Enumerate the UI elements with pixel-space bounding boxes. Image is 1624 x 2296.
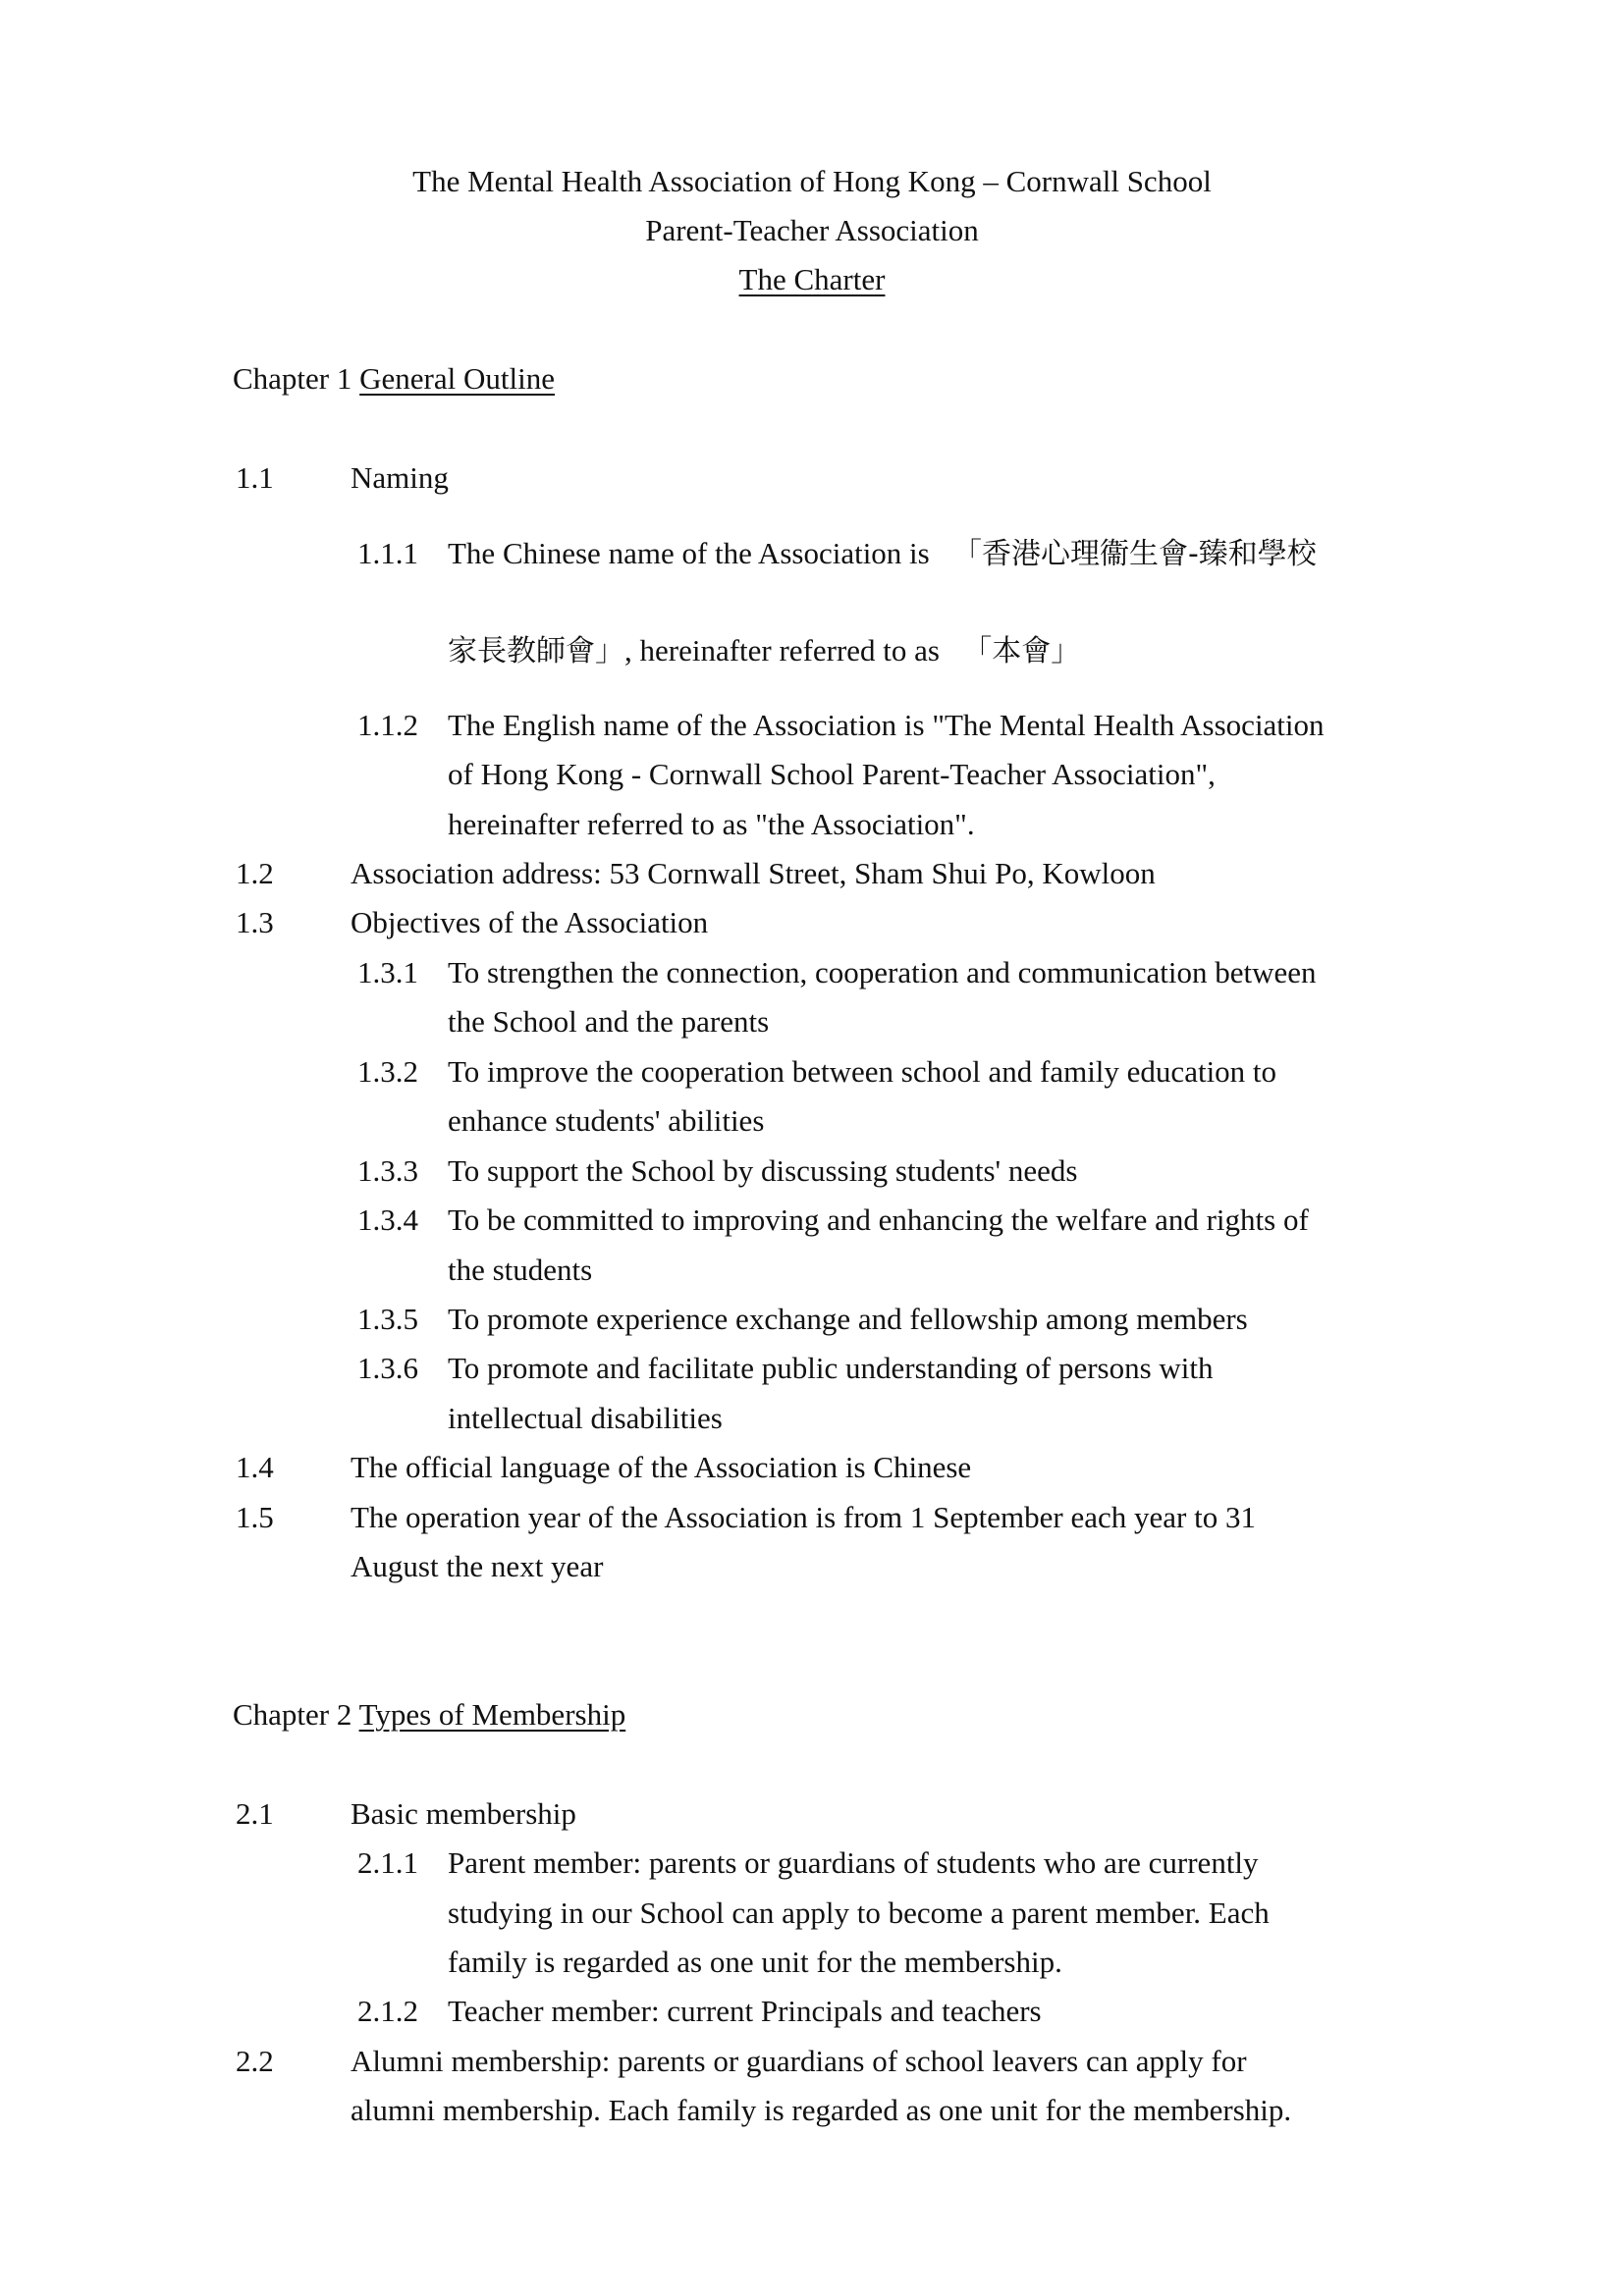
subsection-number: 1.3.5 xyxy=(357,1302,418,1336)
subsection-text-continued: enhance students' abilities xyxy=(448,1103,765,1138)
chinese-short-name: 「本會」 xyxy=(962,634,1081,668)
document-title-line-2: Parent-Teacher Association xyxy=(645,213,979,247)
subsection-text-continued: family is regarded as one unit for the membership. xyxy=(448,1945,1062,1979)
section-number: 1.4 xyxy=(236,1450,274,1484)
section-number: 2.1 xyxy=(236,1796,274,1831)
subsection-number: 2.1.1 xyxy=(357,1845,418,1880)
section-text: Objectives of the Association xyxy=(351,905,709,939)
section-number: 1.3 xyxy=(236,905,274,939)
subsection-number: 1.3.1 xyxy=(357,955,418,989)
subsection-number: 2.1.2 xyxy=(357,1994,418,2028)
section-number: 2.2 xyxy=(236,2044,274,2078)
section-text: The official language of the Association is Chinese xyxy=(351,1450,972,1484)
subsection-number: 1.3.4 xyxy=(357,1202,418,1237)
chinese-name-intro: The Chinese name of the Association is xyxy=(448,536,930,570)
subsection-number: 1.3.6 xyxy=(357,1351,418,1385)
subsection-text: To support the School by discussing students' needs xyxy=(448,1153,1078,1188)
referred-as-text: , hereinafter referred to as xyxy=(624,633,940,667)
section-text: Association address: 53 Cornwall Street, Sham Shui Po, Kowloon xyxy=(351,856,1156,890)
subsection-number: 1.3.2 xyxy=(357,1054,418,1089)
section-number: 1.2 xyxy=(236,856,274,890)
subsection-text-continued: of Hong Kong - Cornwall School Parent-Teacher Association", xyxy=(448,757,1216,791)
document-title-line-1: The Mental Health Association of Hong Kong – Cornwall School xyxy=(412,164,1212,198)
chapter-1-title: General Outline xyxy=(359,361,555,396)
section-text: Alumni membership: parents or guardians of school leavers can apply for xyxy=(351,2044,1247,2078)
subsection-text-continued: the students xyxy=(448,1253,593,1287)
subsection-text-continued: studying in our School can apply to become a parent member. Each xyxy=(448,1896,1270,1930)
chapter-1-label: Chapter 1 xyxy=(233,361,360,396)
subsection-text-continued xyxy=(448,626,1080,676)
subsection-text: To improve the cooperation between school and family education to xyxy=(448,1054,1277,1089)
subsection-number: 1.3.3 xyxy=(357,1153,418,1188)
section-text-continued: August the next year xyxy=(351,1549,604,1583)
subsection-text: To promote and facilitate public understanding of persons with xyxy=(448,1351,1214,1385)
subsection-text: The English name of the Association is "The Mental Health Association xyxy=(448,708,1325,742)
document-title-line-3 xyxy=(0,255,1624,304)
chapter-2-title: Types of Membership xyxy=(358,1697,626,1732)
section-text-continued: alumni membership. Each family is regarded as one unit for the membership. xyxy=(351,2093,1292,2127)
chinese-name-part-2: 家長教師會」 xyxy=(448,634,624,668)
section-text: Naming xyxy=(351,460,449,495)
subsection-text-continued: the School and the parents xyxy=(448,1004,770,1039)
chapter-2-label: Chapter 2 xyxy=(233,1697,359,1732)
subsection-text: Parent member: parents or guardians of students who are currently xyxy=(448,1845,1259,1880)
subsection-text: Teacher member: current Principals and teachers xyxy=(448,1994,1042,2028)
subsection-number: 1.1.1 xyxy=(357,536,418,570)
subsection-text: To be committed to improving and enhancing the welfare and rights of xyxy=(448,1202,1309,1237)
chinese-name-part-1: 「香港心理衞生會-臻和學校 xyxy=(951,537,1317,571)
charter-heading: The Charter xyxy=(738,262,886,296)
section-text: The operation year of the Association is from 1 September each year to 31 xyxy=(351,1500,1256,1534)
subsection-text-continued: intellectual disabilities xyxy=(448,1401,723,1435)
section-text: Basic membership xyxy=(351,1796,576,1831)
section-number: 1.5 xyxy=(236,1500,274,1534)
section-number: 1.1 xyxy=(236,460,274,495)
subsection-text-continued: hereinafter referred to as "the Association". xyxy=(448,807,975,841)
subsection-text xyxy=(448,529,1317,579)
subsection-text: To promote experience exchange and fellowship among members xyxy=(448,1302,1248,1336)
subsection-text: To strengthen the connection, cooperation and communication between xyxy=(448,955,1317,989)
subsection-number: 1.1.2 xyxy=(357,708,418,742)
chapter-1-heading xyxy=(233,354,555,403)
chapter-2-heading xyxy=(233,1690,625,1739)
